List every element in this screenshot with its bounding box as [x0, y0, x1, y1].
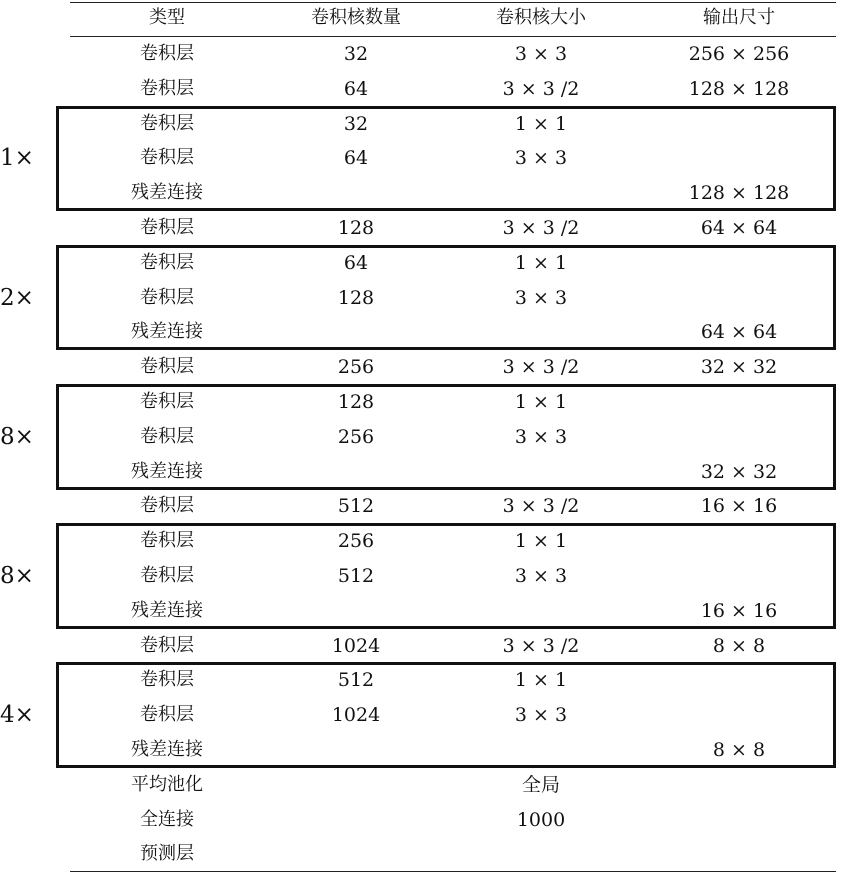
layer-type-cell: 卷积层 — [140, 43, 194, 64]
table-cell: 3 × 3 /2 — [502, 634, 580, 657]
layer-type-cell: 残差连接 — [131, 739, 203, 760]
residual-block-box — [56, 662, 836, 768]
layer-type-cell: 卷积层 — [140, 391, 194, 412]
table-cell: 256 — [337, 425, 375, 448]
layer-type-cell: 残差连接 — [131, 460, 203, 482]
table-cell: 3 × 3 — [514, 147, 568, 170]
table-cell: 256 — [337, 530, 375, 553]
bottom-rule — [70, 871, 836, 872]
table-cell: 256 × 256 — [688, 43, 790, 65]
layer-type-cell: 卷积层 — [140, 530, 194, 552]
table-cell: 1024 — [331, 634, 381, 657]
layer-type-cell: 卷积层 — [140, 356, 194, 378]
residual-block-box — [56, 245, 836, 351]
header-cell: 类型 — [149, 7, 185, 28]
table-cell: 3 × 3 /2 — [502, 356, 580, 379]
table-cell: 8 × 8 — [712, 739, 766, 761]
layer-type-cell: 卷积层 — [140, 147, 194, 169]
table-cell: 8 × 8 — [712, 634, 766, 657]
table-cell: 128 — [337, 217, 375, 239]
repeat-count-label: 2× — [0, 284, 34, 311]
table-cell: 3 × 3 — [514, 565, 568, 587]
table-cell: 3 × 3 /2 — [502, 495, 580, 518]
table-cell: 128 — [337, 286, 375, 309]
layer-type-cell: 卷积层 — [140, 286, 194, 308]
table-cell: 64 × 64 — [700, 217, 778, 239]
table-cell: 64 — [343, 77, 369, 100]
table-cell: 3 × 3 — [514, 286, 568, 309]
header-cell: 卷积核大小 — [496, 7, 586, 28]
header-cell: 卷积核数量 — [311, 7, 401, 28]
table-cell: 1 × 1 — [514, 251, 568, 274]
layer-type-cell: 残差连接 — [131, 321, 203, 343]
table-cell: 16 × 16 — [700, 495, 778, 518]
layer-type-cell: 卷积层 — [140, 251, 194, 273]
layer-type-cell: 残差连接 — [131, 182, 203, 204]
table-cell: 1000 — [516, 808, 566, 831]
layer-type-cell: 卷积层 — [140, 565, 194, 586]
residual-block-box — [56, 384, 836, 490]
table-cell: 1 × 1 — [514, 530, 568, 553]
layer-type-cell: 卷积层 — [140, 77, 194, 99]
table-cell: 3 × 3 — [514, 704, 568, 727]
table-cell: 32 — [343, 43, 369, 65]
repeat-count-label: 8× — [0, 563, 34, 589]
layer-type-cell: 平均池化 — [131, 773, 203, 795]
residual-block-box — [56, 523, 836, 629]
table-cell: 512 — [337, 565, 375, 587]
layer-type-cell: 卷积层 — [140, 704, 194, 726]
table-cell: 3 × 3 — [514, 43, 568, 65]
layer-type-cell: 残差连接 — [131, 599, 203, 621]
table-cell: 1 × 1 — [514, 669, 568, 692]
residual-block-box — [56, 106, 836, 212]
table-cell: 512 — [337, 495, 375, 518]
table-cell: 32 × 32 — [700, 356, 778, 379]
layer-type-cell: 预测层 — [140, 843, 194, 865]
table-cell: 64 — [343, 251, 369, 274]
table-cell: 128 × 128 — [688, 77, 790, 100]
table-cell: 1 × 1 — [514, 391, 568, 413]
layer-type-cell: 卷积层 — [140, 634, 194, 656]
layer-type-cell: 卷积层 — [140, 495, 194, 517]
header-rule — [70, 36, 836, 37]
layer-type-cell: 全连接 — [140, 808, 194, 830]
table-cell: 全局 — [521, 773, 561, 796]
layer-type-cell: 卷积层 — [140, 217, 194, 238]
top-rule — [70, 2, 836, 3]
repeat-count-label: 1× — [0, 145, 34, 172]
table-cell: 256 — [337, 356, 375, 379]
table-cell: 3 × 3 — [514, 425, 568, 448]
table-cell: 512 — [337, 669, 375, 692]
table-cell: 64 — [343, 147, 369, 170]
table-cell: 32 × 32 — [700, 460, 778, 483]
table-cell: 3 × 3 /2 — [502, 217, 580, 239]
table-cell: 3 × 3 /2 — [502, 77, 580, 100]
table-cell: 128 — [337, 391, 375, 413]
header-cell: 输出尺寸 — [703, 7, 775, 28]
repeat-count-label: 4× — [0, 702, 34, 729]
table-cell: 1024 — [331, 704, 381, 727]
table-cell: 1 × 1 — [514, 112, 568, 135]
layer-type-cell: 卷积层 — [140, 425, 194, 447]
table-cell: 16 × 16 — [700, 599, 778, 622]
table-cell: 128 × 128 — [688, 182, 790, 205]
table-cell: 32 — [343, 112, 369, 135]
table-cell: 64 × 64 — [700, 321, 778, 344]
repeat-count-label: 8× — [0, 423, 34, 450]
layer-type-cell: 卷积层 — [140, 669, 194, 691]
layer-type-cell: 卷积层 — [140, 112, 194, 134]
